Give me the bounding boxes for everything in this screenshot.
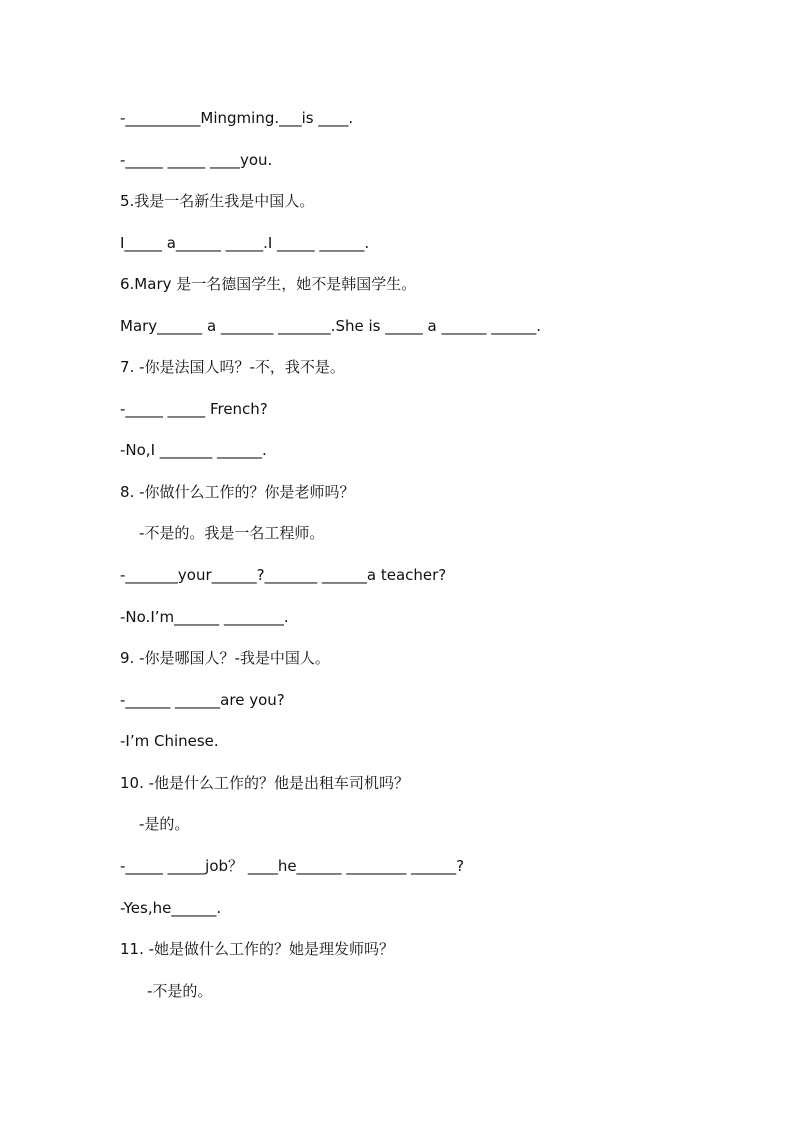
answer-line: -______ ______are you?	[120, 691, 285, 709]
answer-line: I_____ a______ _____.I _____ ______.	[120, 234, 370, 252]
answer-line: -I’m Chinese.	[120, 732, 219, 750]
question-prompt-continuation: -不是的。我是一名工程师。	[139, 524, 325, 542]
answer-line: -No.I’m______ ________.	[120, 608, 289, 626]
question-prompt: 10. -他是什么工作的？他是出租车司机吗？	[120, 774, 410, 792]
question-prompt: 8. -你做什么工作的？你是老师吗？	[120, 483, 355, 501]
question-prompt: 9. -你是哪国人？-我是中国人。	[120, 649, 330, 667]
answer-line: -Yes,he______.	[120, 899, 222, 917]
answer-line: -_____ _____job？ ____he______ ________ ______?	[120, 857, 465, 875]
answer-line: -_____ _____ French?	[120, 400, 268, 418]
answer-line: -No,I _______ ______.	[120, 441, 267, 459]
answer-line: -__________Mingming.___is ____.	[120, 109, 354, 127]
question-prompt: 5.我是一名新生我是中国人。	[120, 192, 315, 210]
question-prompt: 6.Mary 是一名德国学生，她不是韩国学生。	[120, 275, 417, 293]
question-prompt-continuation: -是的。	[139, 815, 190, 833]
question-prompt-continuation: -不是的。	[147, 982, 213, 1000]
answer-line: -_____ _____ ____you.	[120, 151, 273, 169]
answer-line: Mary______ a _______ _______.She is _____ a ______ ______.	[120, 317, 541, 335]
answer-line: -_______your______?_______ ______a teacher?	[120, 566, 447, 584]
question-prompt: 7. -你是法国人吗？-不，我不是。	[120, 358, 345, 376]
question-prompt: 11. -她是做什么工作的？她是理发师吗？	[120, 940, 395, 958]
